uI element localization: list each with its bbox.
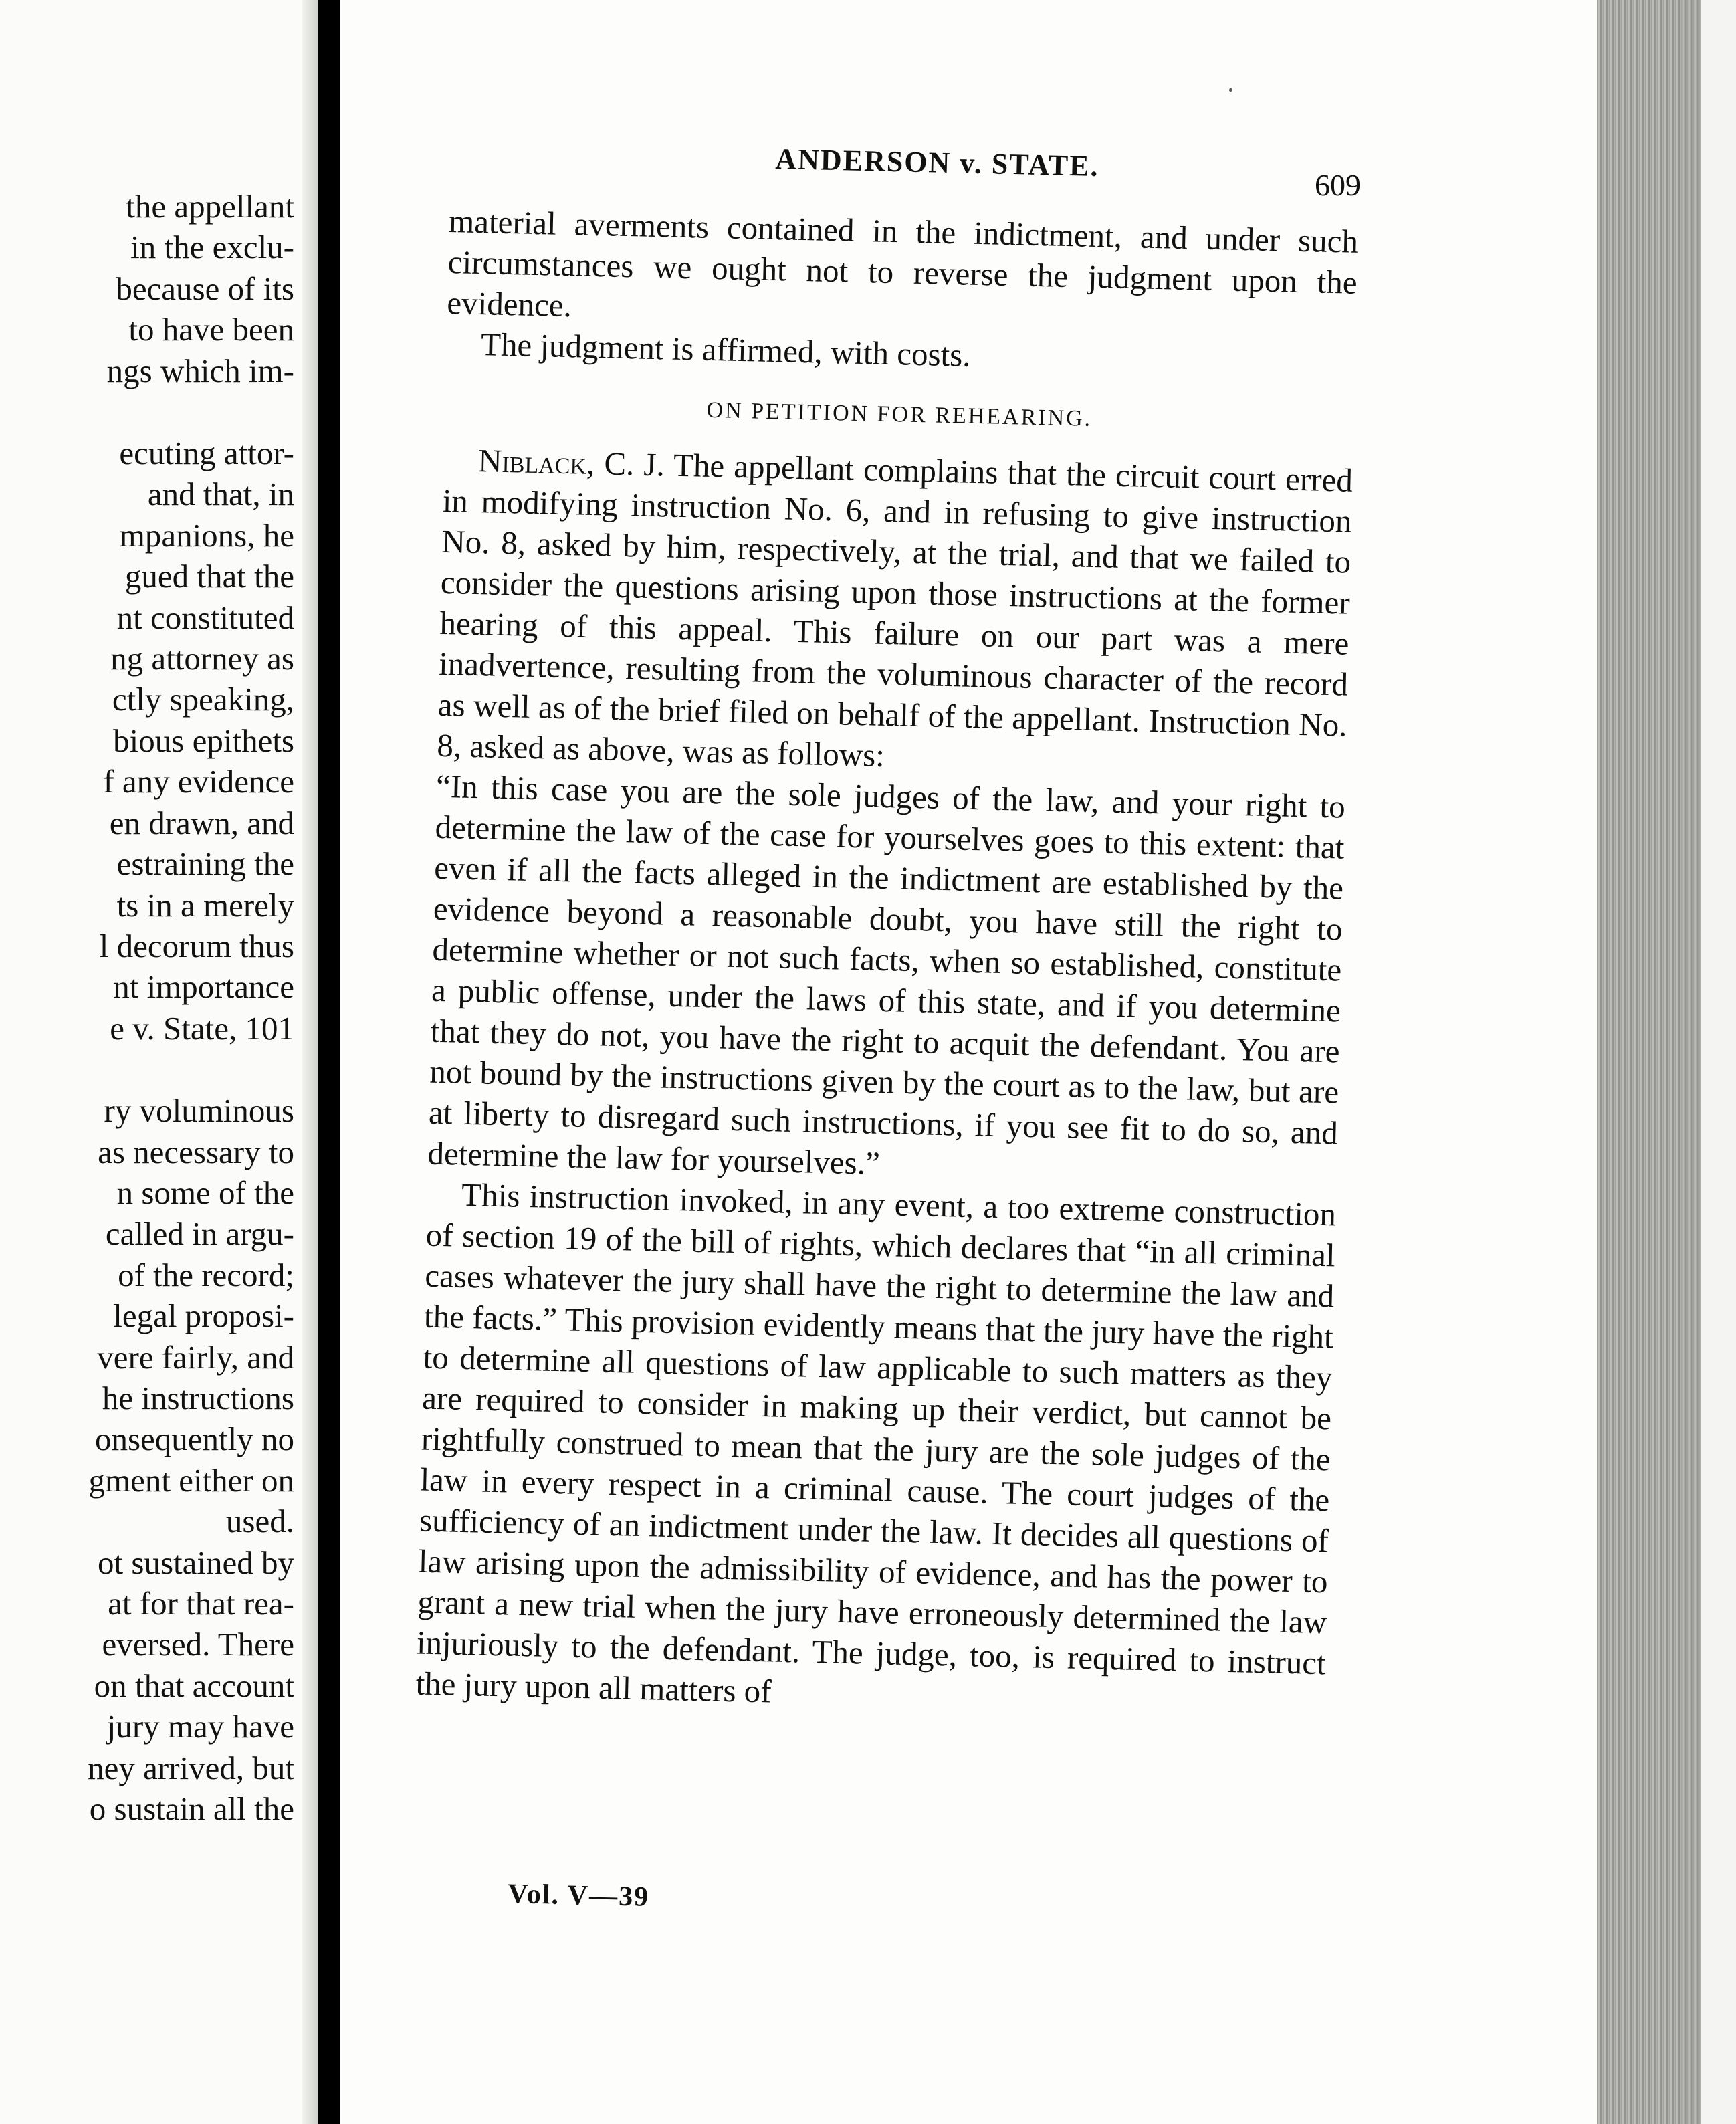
left-page-line: e v. State, 101 [110, 1009, 294, 1047]
left-facing-page [0, 0, 318, 2124]
left-page-line: estraining the [116, 845, 294, 883]
left-page-line: in the exclu- [130, 229, 294, 266]
paragraph-analysis: This instruction invoked, in any event, a too extreme construction of section 19 of the bill of rights, which declares that “in all criminal cases whatever the jury shall have the right to determine the law and the facts.” This provision evidently means that the jury have the right to determine all questions of law applicable to such matters as they are required to consider in making up their verdict, but cannot be rightfully construed to mean that the jury are the sole judges of the law in every respect in a criminal cause. The court judges of the sufficiency of an indictment under the law. It decides all questions of law arising upon the admissibility of evidence, and has the power to grant a new trial when the jury have erroneously determined the law injuriously to the defendant. The judge, too, is required to instruct the jury upon all matters of [415, 1176, 1337, 1710]
book-gutter [318, 0, 340, 2124]
left-page-line: ot sustained by [98, 1544, 294, 1581]
left-page-line: bious epithets [113, 722, 294, 759]
left-page-line: vere fairly, and [97, 1338, 294, 1376]
left-page-line: legal proposi- [113, 1297, 294, 1335]
volume-signature: Vol. V—39 [507, 1878, 650, 1913]
left-page-line: n some of the [116, 1174, 294, 1211]
paragraph-rehearing [437, 439, 1353, 786]
left-page-line: of the record; [118, 1256, 294, 1293]
left-page-line: because of its [116, 270, 294, 307]
paragraph-rehearing-text: The appellant complains that the circuit court erred in modifying instruction No. 6, and in refusing to give instruction No. 8, asked by him, respectively, at the trial, and that we failed to consider the questions arising upon those instructions at the former hearing of this appeal. This failure on our part was a mere inadvertence, resulting from the voluminous character of the record as well as of the brief filed on behalf of the appellant. Instruction No. 8, asked as above, was as follows: [436, 446, 1353, 774]
left-page-line: ngs which im- [106, 352, 294, 389]
left-page-line-gap [88, 1049, 294, 1090]
left-page-line: at for that rea- [108, 1585, 294, 1622]
left-page-line: f any evidence [103, 763, 294, 801]
left-page-line: on that account [94, 1667, 294, 1704]
left-page-gutter-shadow [302, 0, 318, 2124]
main-text-block [415, 201, 1359, 1724]
page-number: 609 [1315, 168, 1361, 202]
left-page-line: gued that the [124, 558, 294, 595]
running-head: ANDERSON v. STATE. [774, 142, 1100, 183]
left-page-line: onsequently no [94, 1420, 294, 1458]
left-page-line: ctly speaking, [112, 681, 294, 718]
left-page-line: nt constituted [116, 599, 294, 636]
instruction-quote: “In this case you are the sole judges of the law, and your right to determine the law of the case for yourselves goes to this extent: that even if all the facts alleged in the indictment are established by the evidence beyond a reasonable doubt, you have still the right to determine whether or not such facts, when so established, constitute a public offense, under the laws of this state, and if you determine that they do not, you have the right to acquit the defendant. You are not bound by the instructions given by the court as to the law, but are at liberty to disregard such instructions, if you see fit to do so, and determine the law for yourselves.” [427, 767, 1346, 1182]
left-page-line: used. [225, 1503, 294, 1540]
left-page-text [88, 186, 294, 1829]
left-page-line: o sustain all the [89, 1790, 294, 1828]
page-edge-margin [1701, 0, 1736, 2124]
paragraph-continuation: material averments contained in the indictment, and under such circumstances we ought not to reverse the judgment upon the evidence. [446, 202, 1359, 324]
left-page-line: and that, in [147, 475, 294, 513]
left-page-line: en drawn, and [109, 804, 294, 841]
left-page-line: ng attorney as [110, 640, 294, 677]
section-heading: ON PETITION FOR REHEARING. [706, 397, 1093, 431]
left-page-line: l decorum thus [99, 927, 294, 964]
left-page-line: ry voluminous [104, 1092, 294, 1130]
left-page-line: eversed. There [102, 1626, 294, 1663]
left-page-line: ney arrived, but [88, 1749, 294, 1786]
paragraph-judgment: The judgment is affirmed, with costs. [480, 326, 972, 374]
left-page-line: ecuting attor- [119, 435, 294, 472]
left-page-line: the appellant [126, 188, 294, 225]
left-page-line: mpanions, he [119, 516, 294, 554]
left-page-line: he instructions [102, 1379, 294, 1416]
left-page-line: to have been [128, 311, 294, 348]
paper-speck [1229, 88, 1232, 92]
left-page-line: gment either on [88, 1461, 294, 1499]
left-page-line-gap [88, 391, 294, 433]
left-page-line: ts in a merely [116, 886, 294, 924]
left-page-line: as necessary to [98, 1133, 294, 1170]
left-page-line: called in argu- [105, 1215, 294, 1253]
page-edges [1597, 0, 1701, 2124]
left-page-line: nt importance [113, 968, 294, 1006]
left-page-line: jury may have [106, 1708, 294, 1745]
judge-name: Niblack, C. J. [477, 442, 665, 484]
